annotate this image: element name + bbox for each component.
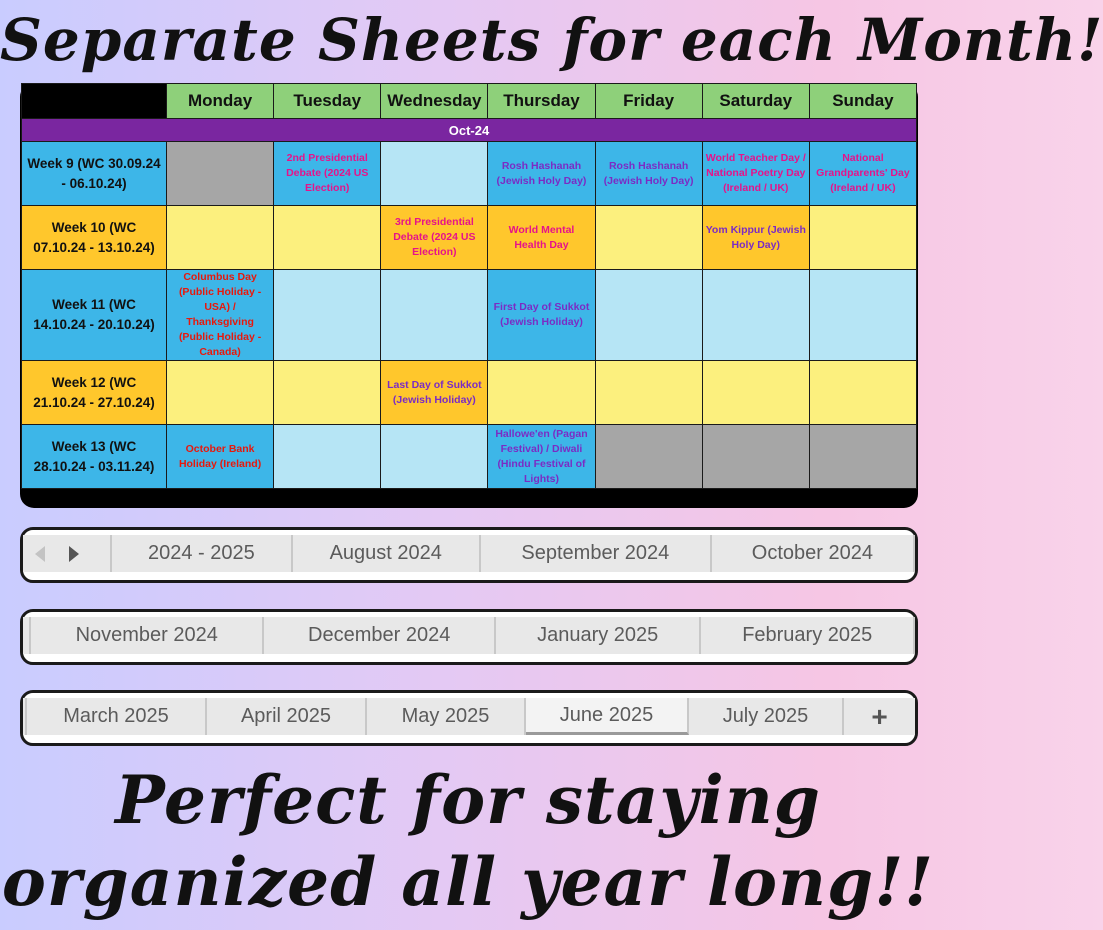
day-cell[interactable] [274,270,381,361]
sheet-tab[interactable]: April 2025 [207,698,367,735]
day-cell[interactable] [274,206,381,270]
day-cell[interactable]: National Grandparents' Day (Ireland / UK) [809,142,916,206]
week-label: Week 12 (WC 21.10.24 - 27.10.24) [22,361,167,425]
day-header-wednesday: Wednesday [381,84,488,119]
day-cell[interactable] [595,270,702,361]
day-cell[interactable] [274,361,381,425]
day-cell[interactable] [702,361,809,425]
week-label: Week 9 (WC 30.09.24 - 06.10.24) [22,142,167,206]
sheet-tab-strip [23,535,915,572]
add-sheet-button[interactable]: + [871,700,888,732]
sheet-tab[interactable]: December 2024 [264,617,495,654]
week-row [22,270,917,361]
calendar-sheet [20,83,918,508]
week-label: Week 11 (WC 14.10.24 - 20.10.24) [22,270,167,361]
scroll-left-icon[interactable] [35,546,45,562]
corner-cell [22,84,167,119]
day-cell[interactable] [595,425,702,489]
month-row [22,119,917,142]
sheet-tab[interactable]: January 2025 [496,617,702,654]
day-cell[interactable] [809,425,916,489]
month-label: Oct-24 [22,119,917,142]
day-header-thursday: Thursday [488,84,595,119]
day-cell[interactable] [809,361,916,425]
sheet-tab[interactable]: November 2024 [31,617,264,654]
sheet-tab[interactable]: October 2024 [712,535,915,572]
sheet-tab[interactable]: February 2025 [701,617,915,654]
day-cell[interactable]: Last Day of Sukkot (Jewish Holiday) [381,361,488,425]
sheet-tab[interactable]: 2024 - 2025 [112,535,292,572]
sheet-tab[interactable]: August 2024 [293,535,481,572]
sheet-tab[interactable]: May 2025 [367,698,526,735]
page-title: Separate Sheets for each Month! [0,6,1103,74]
day-cell[interactable] [702,425,809,489]
day-cell[interactable]: World Mental Health Day [488,206,595,270]
day-cell[interactable]: October Bank Holiday (Ireland) [167,425,274,489]
day-cell[interactable] [167,361,274,425]
week-row [22,361,917,425]
day-cell[interactable] [702,270,809,361]
day-cell[interactable]: World Teacher Day / National Poetry Day (Ireland / UK) [702,142,809,206]
day-cell[interactable]: Hallowe'en (Pagan Festival) / Diwali (Hindu Festival of Lights) [488,425,595,489]
week-label: Week 13 (WC 28.10.24 - 03.11.24) [22,425,167,489]
day-cell[interactable]: 3rd Presidential Debate (2024 US Election) [381,206,488,270]
day-cell[interactable] [167,142,274,206]
day-cell[interactable] [595,361,702,425]
day-cell[interactable] [381,142,488,206]
day-cell[interactable]: Yom Kippur (Jewish Holy Day) [702,206,809,270]
week-row [22,206,917,270]
sheet-tab[interactable]: March 2025 [27,698,207,735]
day-cell[interactable]: Columbus Day (Public Holiday - USA) / Thanksgiving (Public Holiday - Canada) [167,270,274,361]
day-header-sunday: Sunday [809,84,916,119]
day-cell[interactable] [381,425,488,489]
day-cell[interactable] [167,206,274,270]
sheet-tab-strip [23,698,915,735]
day-header-row [22,84,917,119]
day-cell[interactable] [595,206,702,270]
sheet-tab-bar-1 [20,527,918,583]
day-header-saturday: Saturday [702,84,809,119]
day-cell[interactable]: Rosh Hashanah (Jewish Holy Day) [488,142,595,206]
sheet-nav-arrows [23,535,112,572]
day-header-friday: Friday [595,84,702,119]
footer-line-2: organized all year long!! [1,843,935,921]
day-header-monday: Monday [167,84,274,119]
day-header-tuesday: Tuesday [274,84,381,119]
sheet-tab[interactable]: September 2024 [481,535,712,572]
scroll-right-icon[interactable] [69,546,79,562]
sheet-tab-bar-3 [20,690,918,746]
day-cell[interactable] [381,270,488,361]
day-cell[interactable] [809,206,916,270]
footer-line-1: Perfect for staying [115,761,821,839]
day-cell[interactable] [488,361,595,425]
day-cell[interactable]: Rosh Hashanah (Jewish Holy Day) [595,142,702,206]
day-cell[interactable]: 2nd Presidential Debate (2024 US Election) [274,142,381,206]
sheet-tab[interactable]: July 2025 [689,698,844,735]
day-cell[interactable] [809,270,916,361]
day-cell[interactable]: First Day of Sukkot (Jewish Holiday) [488,270,595,361]
week-row [22,425,917,489]
sheet-tab-bar-2 [20,609,918,665]
week-label: Week 10 (WC 07.10.24 - 13.10.24) [22,206,167,270]
sheet-tab-strip [23,617,915,654]
day-cell[interactable] [274,425,381,489]
calendar-table [21,83,917,489]
week-row [22,142,917,206]
sheet-tab[interactable]: June 2025 [526,698,689,735]
